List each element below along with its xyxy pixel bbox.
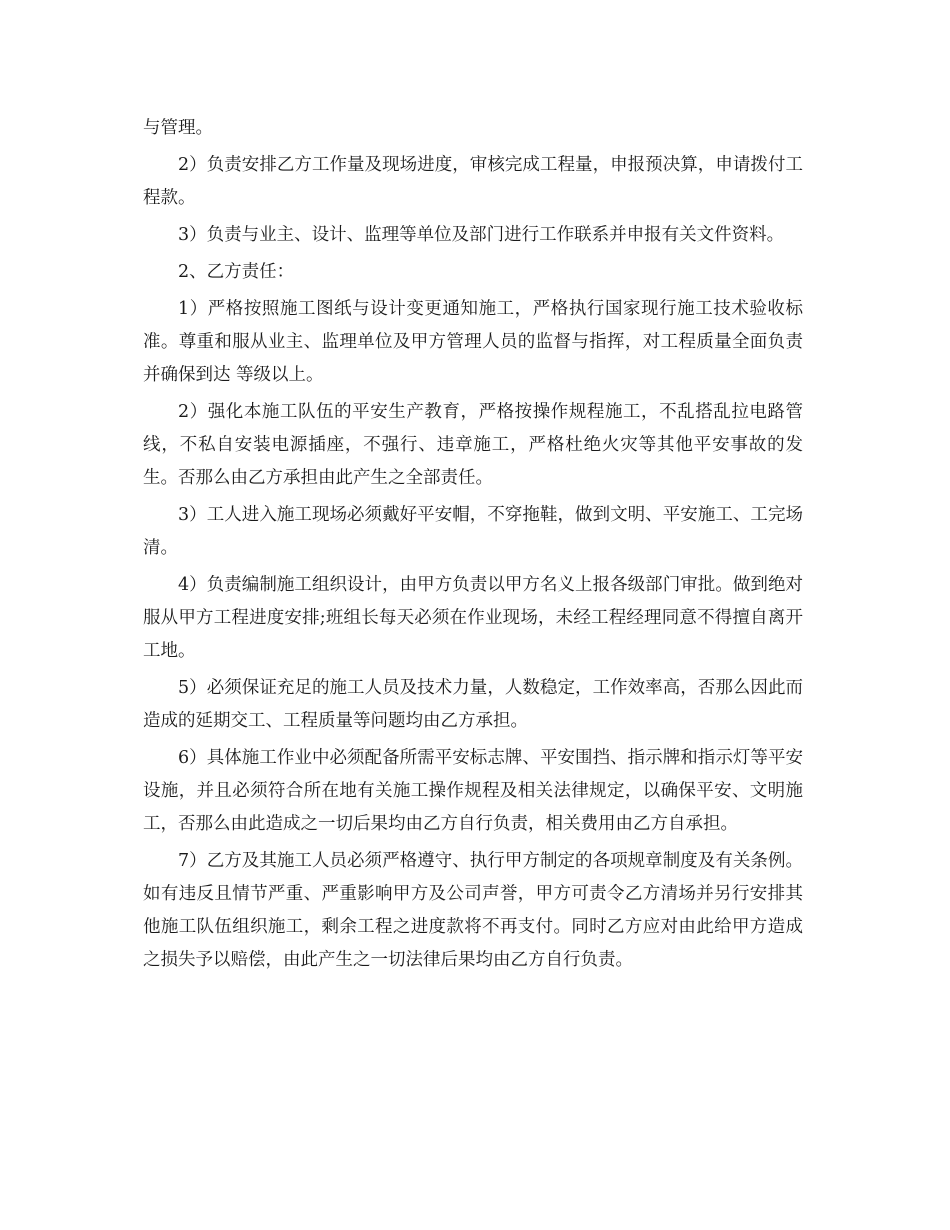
paragraph-b-item-2: 2）强化本施工队伍的平安生产教育，严格按操作规程施工，不乱搭乱拉电路管线，不私自安装电源插座，不强行、违章施工，严格杜绝火灾等其他平安事故的发生。否那么由乙方承担由此产生之全部责任。 xyxy=(143,402,803,488)
paragraph-b-item-3: 3）工人进入施工现场必须戴好平安帽，不穿拖鞋，做到文明、平安施工、工完场清。 xyxy=(143,505,803,558)
section-heading-party-b: 2、乙方责任： xyxy=(178,262,295,282)
paragraph-b-item-7: 7）乙方及其施工人员必须严格遵守、执行甲方制定的各项规章制度及有关条例。如有违反且情节严重、严重影响甲方及公司声誉，甲方可责令乙方清场并另行安排其他施工队伍组织施工，剩余工程之进度款将不再支付。同时乙方应对由此给甲方造成之损失予以赔偿，由此产生之一切法律后果均由乙方自行负责。 xyxy=(143,851,803,970)
paragraph-b-item-6: 6）具体施工作业中必须配备所需平安标志牌、平安围挡、指示牌和指示灯等平安设施，并且必须符合所在地有关施工操作规程及相关法律规定，以确保平安、文明施工，否那么由此造成之一切后果均由乙方自行负责，相关费用由乙方自承担。 xyxy=(143,748,803,834)
paragraph-b-item-5: 5）必须保证充足的施工人员及技术力量，人数稳定，工作效率高，否那么因此而造成的延期交工、工程质量等问题均由乙方承担。 xyxy=(143,678,803,731)
paragraph-continuation: 与管理。 xyxy=(143,118,213,138)
document-body xyxy=(143,112,803,981)
paragraph-b-item-1: 1）严格按照施工图纸与设计变更通知施工，严格执行国家现行施工技术验收标准。尊重和服从业主、监理单位及甲方管理人员的监督与指挥，对工程质量全面负责并确保到达 等级以上。 xyxy=(143,299,803,385)
paragraph-item-3: 3）负责与业主、设计、监理等单位及部门进行工作联系并申报有关文件资料。 xyxy=(178,225,785,245)
paragraph-b-item-4: 4）负责编制施工组织设计，由甲方负责以甲方名义上报各级部门审批。做到绝对服从甲方工程进度安排;班组长每天必须在作业现场，未经工程经理同意不得擅自离开工地。 xyxy=(143,575,803,661)
paragraph-item-2: 2）负责安排乙方工作量及现场进度，审核完成工程量，申报预决算，申请拨付工程款。 xyxy=(143,155,803,208)
